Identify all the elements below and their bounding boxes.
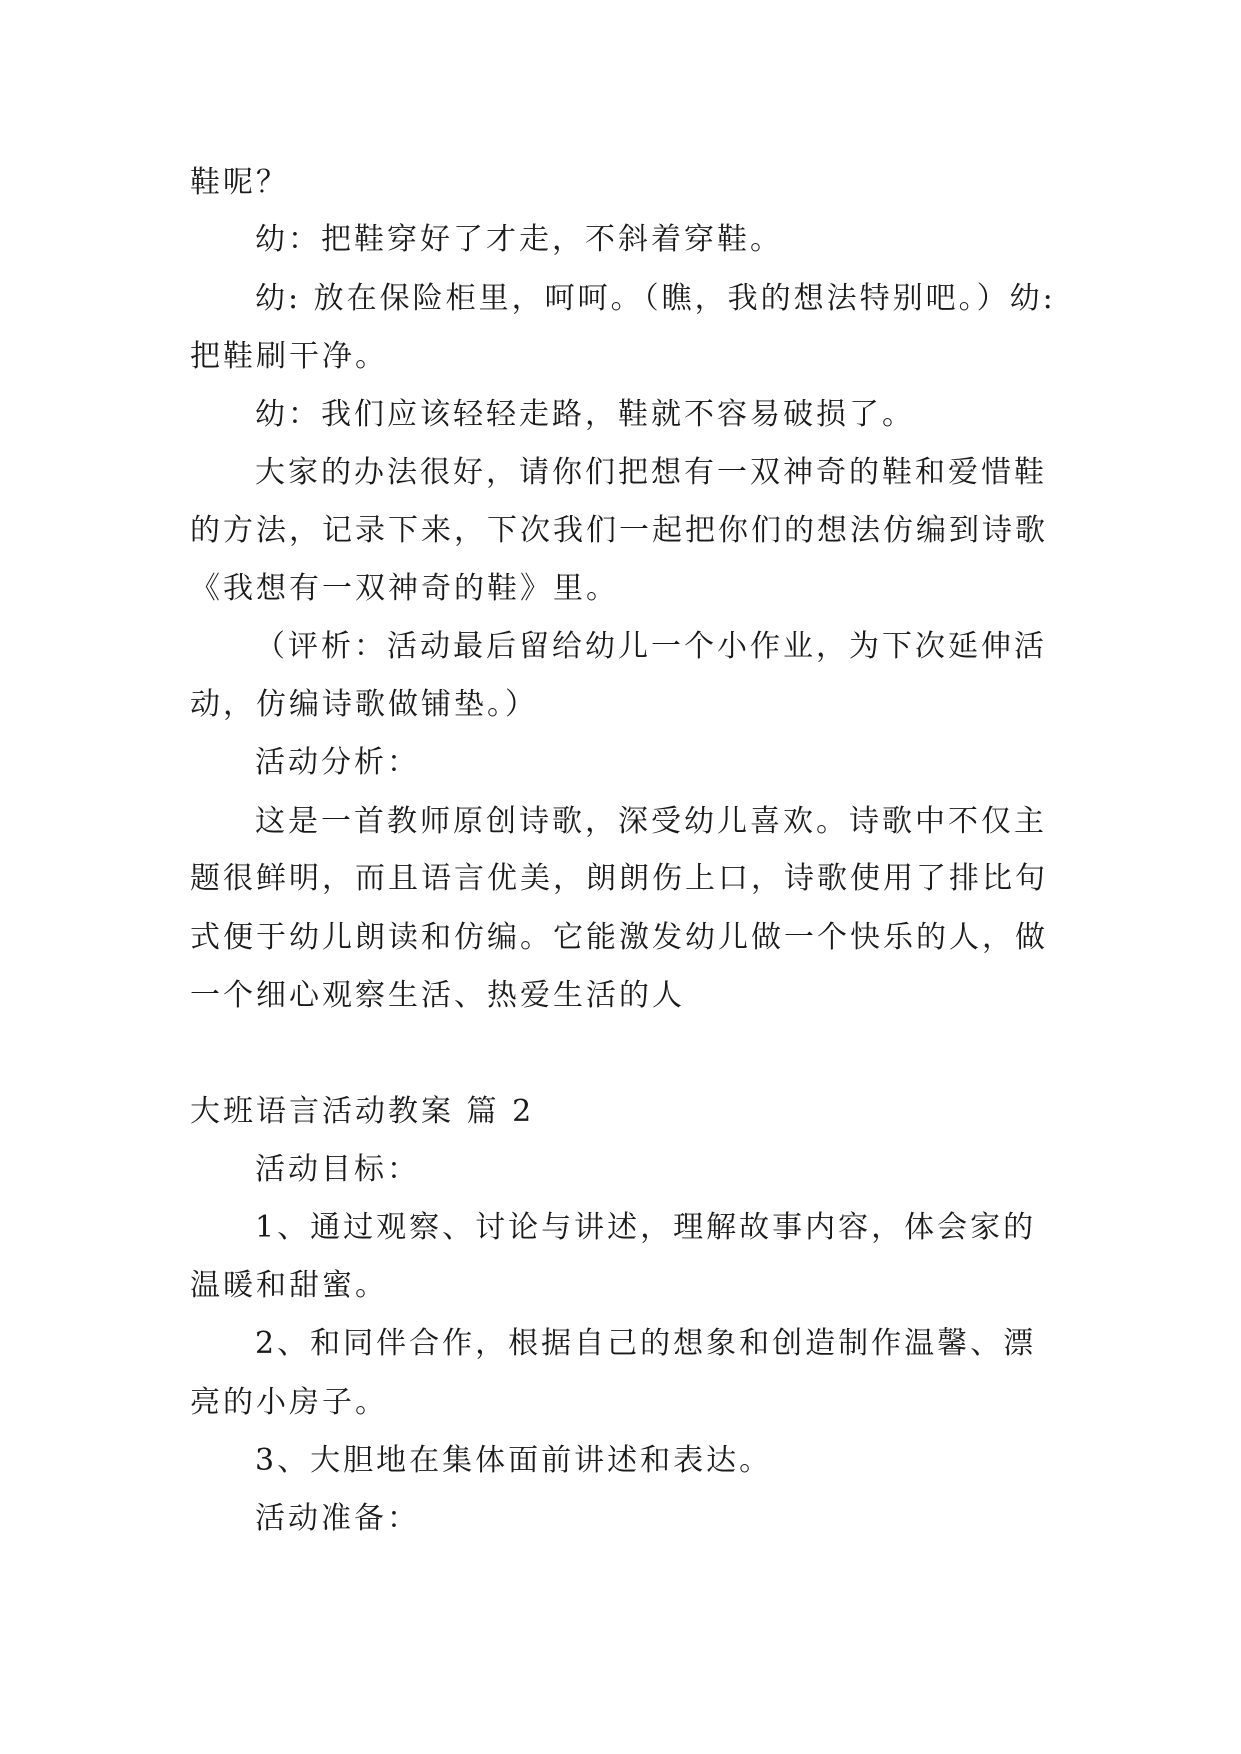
text-line: 活动准备： <box>255 1501 420 1536</box>
text-line: 活动目标： <box>255 1152 420 1187</box>
text-line: 题很鲜明，而且语言优美，朗朗伤上口，诗歌使用了排比句 <box>190 861 1048 896</box>
text-line: 亮的小房子。 <box>190 1385 388 1420</box>
text-line: （评析：活动最后留给幼儿一个小作业，为下次延伸活 <box>255 629 1047 664</box>
text-line: 这是一首教师原创诗歌，深受幼儿喜欢。诗歌中不仅主 <box>255 804 1047 839</box>
text-line: 鞋呢？ <box>190 165 289 200</box>
text-line: 一个细心观察生活、热爱生活的人 <box>190 978 685 1013</box>
text-line: 幼：把鞋穿好了才走，不斜着穿鞋。 <box>255 222 783 257</box>
text-line: 动，仿编诗歌做铺垫。） <box>190 687 538 722</box>
text-line: 幼: 放在保险柜里，呵呵。（瞧，我的想法特别吧。）幼: <box>255 281 1056 316</box>
text-line: 式便于幼儿朗读和仿编。它能激发幼儿做一个快乐的人，做 <box>190 920 1048 955</box>
text-line: 《我想有一双神奇的鞋》里。 <box>190 571 619 606</box>
text-line: 1、通过观察、讨论与讲述，理解故事内容，体会家的 <box>255 1210 1037 1245</box>
text-line: 把鞋刷干净。 <box>190 339 388 374</box>
text-line: 幼：我们应该轻轻走路，鞋就不容易破损了。 <box>255 397 915 432</box>
text-line: 活动分析： <box>255 745 420 780</box>
text-line: 2、和同伴合作，根据自己的想象和创造制作温馨、漂 <box>255 1326 1037 1361</box>
text-line: 的方法，记录下来，下次我们一起把你们的想法仿编到诗歌 <box>190 513 1048 548</box>
text-line: 3、大胆地在集体面前讲述和表达。 <box>255 1443 773 1478</box>
text-line: 大家的办法很好，请你们把想有一双神奇的鞋和爱惜鞋 <box>255 455 1047 490</box>
text-line: 温暖和甜蜜。 <box>190 1268 388 1303</box>
section-heading: 大班语言活动教案 篇 2 <box>190 1094 535 1129</box>
